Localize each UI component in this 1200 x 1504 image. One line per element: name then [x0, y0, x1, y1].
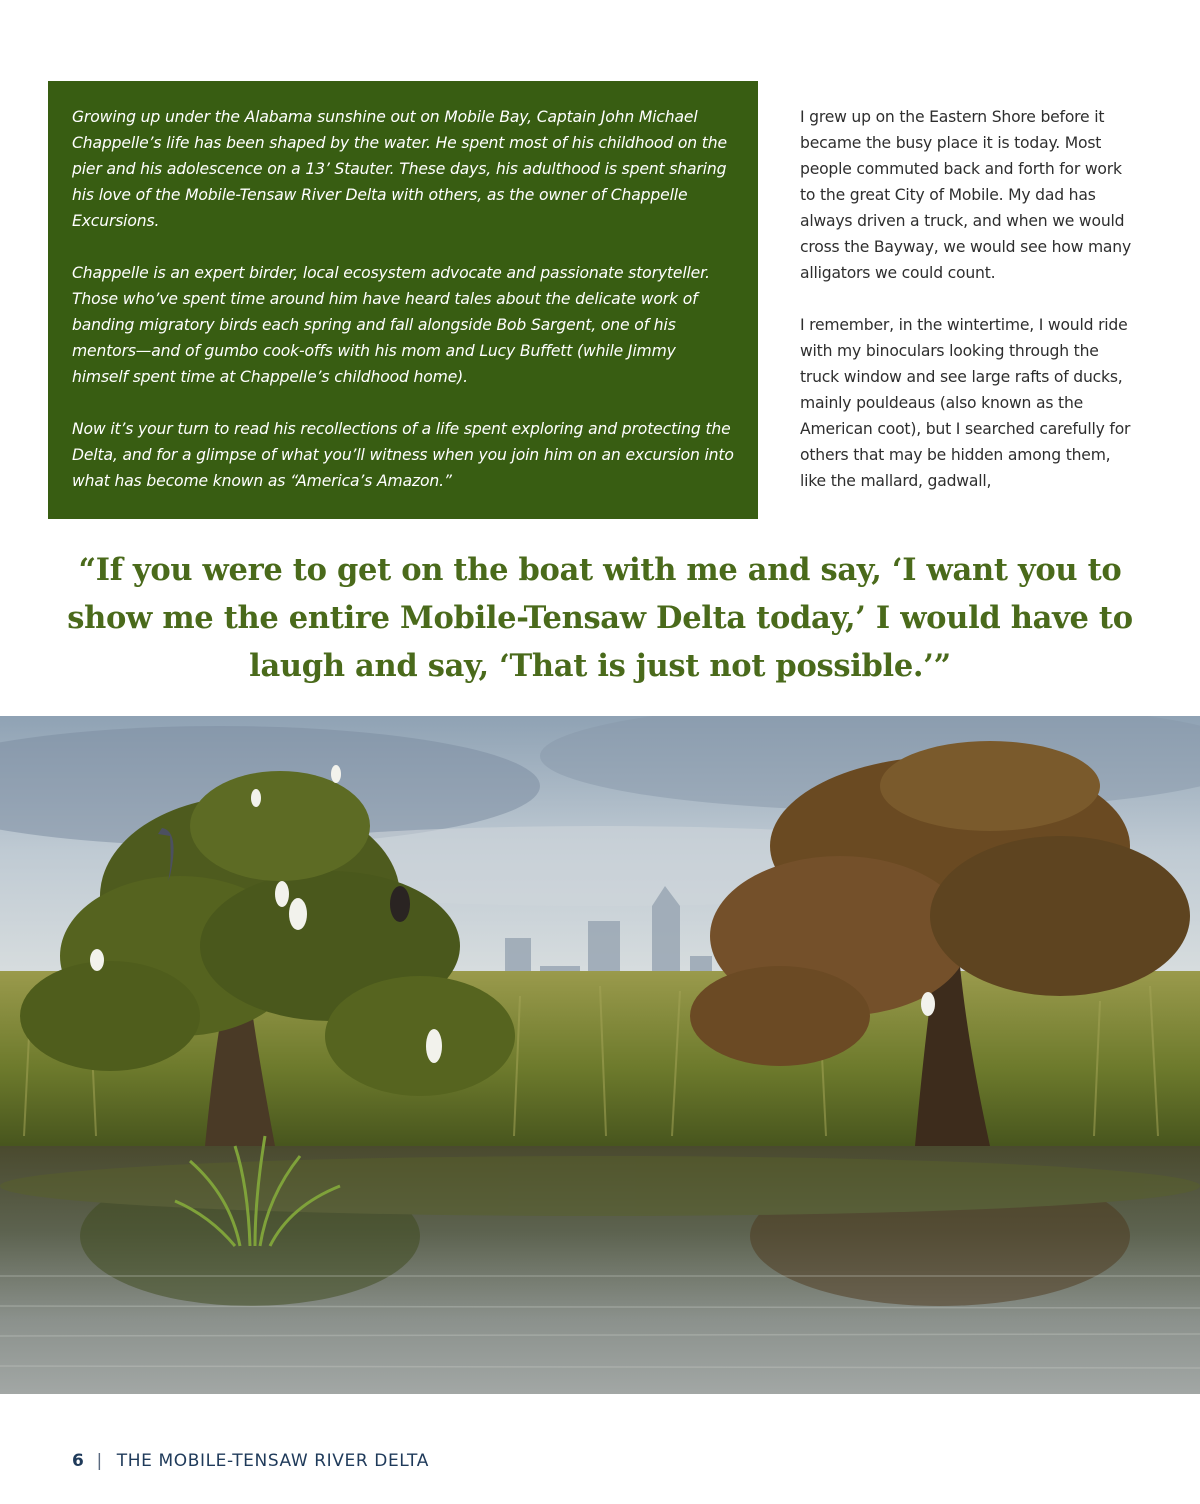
intro-paragraph-2: Chappelle is an expert birder, local ecosystem advocate and passionate storyteller. Those who’ve spent time around him have heard tales about the delicate work of banding migratory birds each spring and fall alongside Bob Sargent, one of his mentors—and of gumbo cook-offs with his mom and Lucy Buffett (while Jimmy himself spent time at Chappelle’s childhood home).: [72, 264, 710, 386]
pull-quote: “If you were to get on the boat with me and say, ‘I want you to show me the entire Mobile-Tensaw Delta today,’ I would have to laugh and say, ‘That is just not possible.’”: [67, 552, 1133, 684]
body-column: [800, 104, 1140, 520]
intro-box: [48, 81, 758, 519]
page-footer: [72, 1449, 429, 1473]
footer-separator: |: [96, 1451, 103, 1471]
publication-title: THE MOBILE-TENSAW RIVER DELTA: [116, 1451, 429, 1471]
body-paragraph-1: I grew up on the Eastern Shore before it became the busy place it is today. Most people commuted back and forth for work to the great City of Mobile. My dad has always driven a truck, and when we would cross the Bayway, we would see how many alligators we could count.: [800, 108, 1131, 282]
intro-paragraph-1: Growing up under the Alabama sunshine out on Mobile Bay, Captain John Michael Chappelle’s life has been shaped by the water. He spent most of his childhood on the pier and his adolescence on a 13’ Stauter. These days, his adulthood is spent sharing his love of the Mobile-Tensaw River Delta with others, as the owner of Chappelle Excursions.: [72, 108, 727, 230]
body-paragraph-2: I remember, in the wintertime, I would ride with my binoculars looking through the truck window and see large rafts of ducks, mainly pouldeaus (also known as the American coot), but I searched carefully for others that may be hidden among them, like the mallard, gadwall,: [800, 316, 1131, 490]
page-number: 6: [72, 1451, 85, 1471]
intro-paragraph-3: Now it’s your turn to read his recollections of a life spent exploring and protecting the Delta, and for a glimpse of what you’ll witness when you join him on an excursion into what has become known as “America’s Amazon.”: [72, 420, 734, 490]
delta-landscape-photo: [0, 716, 1200, 1394]
